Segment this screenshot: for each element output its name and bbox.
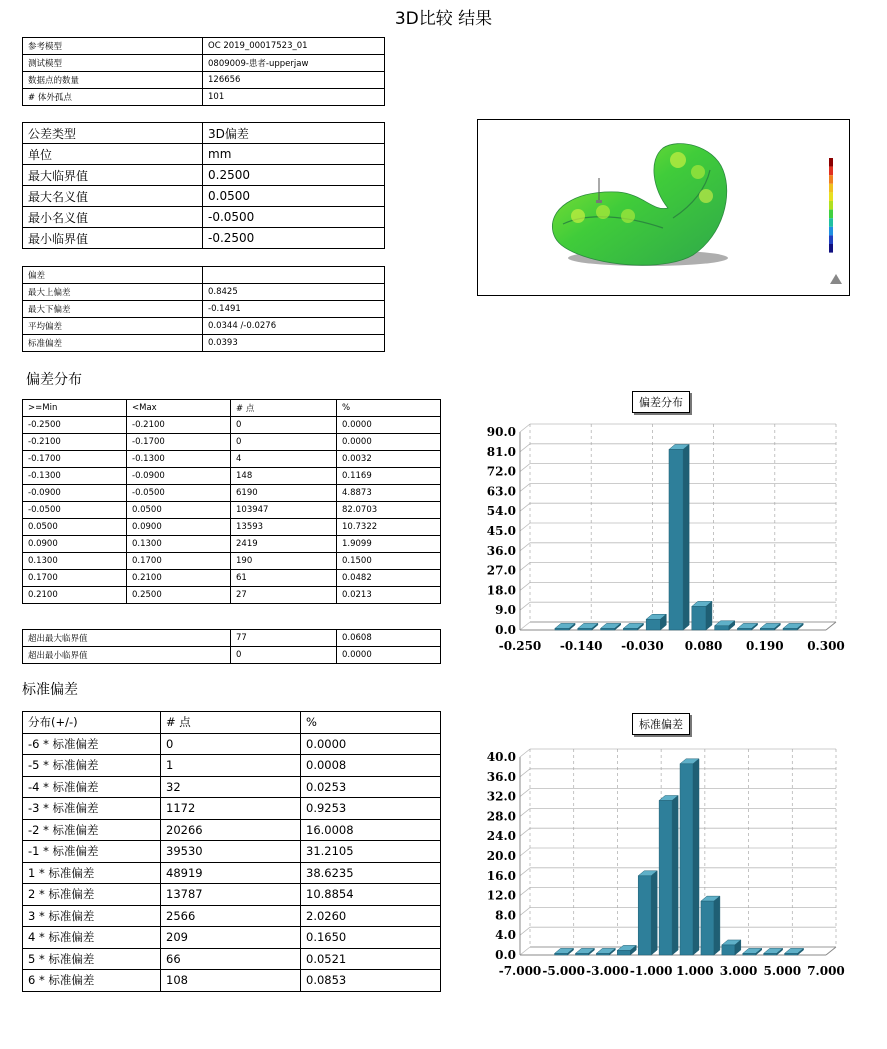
grid-line [520,563,530,571]
grid-line [520,888,530,896]
table-cell: -0.1700 [23,451,127,468]
table-cell: 0.2100 [23,587,127,604]
table-cell: 4 [231,451,337,468]
table-cell: 0.0900 [23,536,127,553]
table-cell: 0.0008 [301,755,441,777]
table-row [23,207,385,228]
table-cell: 0.0213 [337,587,441,604]
table-row [23,553,441,570]
table-row [23,905,441,927]
info-value: 101 [203,89,385,106]
grid-line [520,868,530,876]
deviation-label: 标准偏差 [23,335,203,352]
table-header-row [23,712,441,734]
bar [646,614,666,630]
table-row [23,55,385,72]
table-row [23,798,441,820]
legend-color-swatch [829,227,833,236]
exceed-count: 0 [231,647,337,664]
std-deviation-chart-svg [470,745,850,985]
table-cell: 0.0482 [337,570,441,587]
table-row [23,570,441,587]
legend-color-swatch [829,235,833,244]
grid-line [520,503,530,511]
table-cell: 5 * 标准偏差 [23,948,161,970]
grid-line [520,927,530,935]
table-row [23,335,385,352]
table-cell: -0.0900 [127,468,231,485]
tolerance-label: 最大临界值 [23,165,203,186]
table-row [23,301,385,318]
y-tick-label: 12.0 [486,888,516,903]
table-cell: 32 [161,776,301,798]
table-cell: 1172 [161,798,301,820]
table-row [23,519,441,536]
table-row [23,884,441,906]
tolerance-value: 0.2500 [203,165,385,186]
exceed-percent: 0.0608 [337,630,441,647]
table-cell: 10.8854 [301,884,441,906]
table-cell: 0.0253 [301,776,441,798]
table-cell: -0.0500 [127,485,231,502]
3d-model-viewer[interactable] [477,119,850,296]
x-tick-label: 0.190 [746,639,784,653]
y-tick-label: 8.0 [495,908,516,923]
table-cell: 4.8873 [337,485,441,502]
table-cell: 0.0521 [301,948,441,970]
table-cell: 0.1300 [23,553,127,570]
table-cell: -0.0500 [23,502,127,519]
table-cell: 0.2500 [127,587,231,604]
deviation-value: 0.0393 [203,335,385,352]
legend-color-swatch [829,158,833,167]
table-row [23,948,441,970]
bar [659,796,678,955]
x-tick-label: -0.030 [621,639,664,653]
table-cell: 0.1700 [23,570,127,587]
bar [785,948,804,955]
tolerance-label: 最小临界值 [23,228,203,249]
y-tick-label: 72.0 [486,464,516,479]
table-cell: 0.1169 [337,468,441,485]
table-cell: 0.0500 [127,502,231,519]
table-cell: -0.2100 [127,417,231,434]
y-tick-label: 45.0 [486,524,516,538]
tolerance-label: 最大名义值 [23,186,203,207]
floor-edge [826,947,836,955]
table-row [23,862,441,884]
tolerance-label: 公差类型 [23,123,203,144]
deviation-summary-table [22,266,385,352]
exceed-count: 77 [231,630,337,647]
grid-line [520,749,530,757]
grid-line [520,789,530,797]
table-cell: -2 * 标准偏差 [23,819,161,841]
column-header: # 点 [231,400,337,417]
table-row [23,318,385,335]
column-header: 分布(+/-) [23,712,161,734]
grid-line [520,424,530,432]
table-cell: 61 [231,570,337,587]
table-cell: 0.0000 [337,434,441,451]
table-cell: 0.1650 [301,927,441,949]
table-cell: 31.2105 [301,841,441,863]
table-row [23,38,385,55]
table-cell: -6 * 标准偏差 [23,733,161,755]
distribution-chart [470,420,850,660]
table-cell: -0.2500 [23,417,127,434]
bar [555,623,575,630]
table-cell: 209 [161,927,301,949]
table-cell: 38.6235 [301,862,441,884]
deviation-value: 0.0344 /-0.0276 [203,318,385,335]
tolerance-value: -0.2500 [203,228,385,249]
table-cell: 82.0703 [337,502,441,519]
table-row [23,841,441,863]
deviation-label: 平均偏差 [23,318,203,335]
table-cell: 0.0500 [23,519,127,536]
tolerance-table [22,122,385,249]
legend-color-swatch [829,201,833,210]
table-cell: 6 * 标准偏差 [23,970,161,992]
grid-line [520,582,530,590]
grid-line [520,828,530,836]
y-tick-label: 0.0 [495,948,516,962]
grid-line [520,808,530,816]
x-tick-label: 0.300 [807,639,845,653]
table-cell: 0.9253 [301,798,441,820]
table-cell: 0.0853 [301,970,441,992]
table-cell: -0.1300 [127,451,231,468]
table-cell: 2 * 标准偏差 [23,884,161,906]
table-cell: 4 * 标准偏差 [23,927,161,949]
table-cell: 16.0008 [301,819,441,841]
deviation-value: 0.8425 [203,284,385,301]
table-header-row [23,400,441,417]
table-cell: 2566 [161,905,301,927]
std-deviation-chart [470,745,850,985]
info-value: 0809009-患者-upperjaw [203,55,385,72]
bar [764,948,783,955]
table-row [23,89,385,106]
table-cell: -4 * 标准偏差 [23,776,161,798]
table-cell: 148 [231,468,337,485]
tolerance-label: 最小名义值 [23,207,203,228]
x-tick-label: -5.000 [542,964,585,978]
bar [596,948,615,955]
x-tick-label: 5.000 [763,964,802,978]
x-tick-label: 1.000 [676,964,714,978]
info-label: 参考模型 [23,38,203,55]
chart-title-distribution: 偏差分布 [632,391,690,413]
table-cell: 3 * 标准偏差 [23,905,161,927]
std-deviation-heading: 标准偏差 [22,682,78,698]
bar [701,896,720,955]
table-row [23,630,441,647]
y-tick-label: 28.0 [486,809,516,824]
column-header: # 点 [161,712,301,734]
model-info-table [22,37,385,106]
table-row [23,819,441,841]
column-header: <Max [127,400,231,417]
table-row [23,647,441,664]
chart-title-std-deviation: 标准偏差 [632,713,690,735]
grid-line [520,464,530,472]
table-cell: 0.0900 [127,519,231,536]
y-tick-label: 36.0 [486,543,516,558]
legend-color-swatch [829,184,833,193]
legend-color-swatch [829,244,833,253]
x-tick-label: 7.000 [807,964,845,978]
bar [578,623,598,630]
bar [760,623,780,630]
bar [743,948,762,955]
exceed-percent: 0.0000 [337,647,441,664]
table-row [23,485,441,502]
x-tick-label: -0.250 [498,639,542,653]
table-row [23,502,441,519]
table-cell: 0.1300 [127,536,231,553]
distribution-table [22,399,441,604]
axis-triad-icon [830,274,842,284]
bar [638,871,657,955]
table-cell: 6190 [231,485,337,502]
std-deviation-rows [23,733,441,991]
y-tick-label: 36.0 [486,769,516,784]
deviation-label: 最大下偏差 [23,301,203,318]
table-cell: 1 [161,755,301,777]
table-row [23,587,441,604]
grid-line [520,947,530,955]
table-cell: 2419 [231,536,337,553]
y-tick-label: 18.0 [486,583,516,598]
legend-color-swatch [829,218,833,227]
distribution-heading: 偏差分布 [26,372,82,388]
table-row [23,536,441,553]
tolerance-label: 单位 [23,144,203,165]
bar [623,623,643,630]
y-tick-label: 40.0 [486,750,516,764]
table-cell: -0.0900 [23,485,127,502]
deviation-label: 偏差 [23,267,203,284]
table-row [23,468,441,485]
exceed-label: 超出最小临界值 [23,647,231,664]
table-cell: 0.0032 [337,451,441,468]
grid-line [520,907,530,915]
bar [737,623,757,630]
floor-edge [826,622,836,630]
table-cell: 103947 [231,502,337,519]
table-row [23,123,385,144]
info-label: # 体外孤点 [23,89,203,106]
bar [783,623,803,630]
table-cell: 1 * 标准偏差 [23,862,161,884]
deviation-label: 最大上偏差 [23,284,203,301]
table-row [23,165,385,186]
table-cell: 0 [231,434,337,451]
tolerance-value: mm [203,144,385,165]
x-tick-label: -0.140 [559,639,603,653]
table-cell: -5 * 标准偏差 [23,755,161,777]
info-label: 数据点的数量 [23,72,203,89]
y-tick-label: 63.0 [486,484,516,499]
legend-color-swatch [829,167,833,176]
std-deviation-table [22,711,441,992]
x-tick-label: 0.080 [684,639,723,653]
tolerance-value: 3D偏差 [203,123,385,144]
table-cell: 27 [231,587,337,604]
y-tick-label: 24.0 [486,829,516,844]
y-tick-label: 32.0 [486,789,516,804]
grid-line [520,483,530,491]
x-tick-label: -1.000 [629,964,673,978]
table-row [23,144,385,165]
y-tick-label: 16.0 [486,868,516,883]
distribution-rows [23,417,441,604]
column-header: % [301,712,441,734]
table-cell: 2.0260 [301,905,441,927]
table-row [23,417,441,434]
x-tick-label: -7.000 [498,964,542,978]
table-row [23,186,385,207]
table-row [23,451,441,468]
bar [722,940,741,955]
x-tick-label: 3.000 [719,964,758,978]
deviation-value [203,267,385,284]
grid-line [520,602,530,610]
table-cell: 0 [231,417,337,434]
table-row [23,970,441,992]
grid-line [520,848,530,856]
table-cell: 0.1700 [127,553,231,570]
table-row [23,267,385,284]
table-row [23,284,385,301]
column-header: >=Min [23,400,127,417]
grid-line [520,523,530,531]
table-cell: -0.1700 [127,434,231,451]
table-cell: 0.1500 [337,553,441,570]
bar [692,601,712,630]
table-cell: -3 * 标准偏差 [23,798,161,820]
table-cell: 190 [231,553,337,570]
table-cell: -1 * 标准偏差 [23,841,161,863]
grid-line [520,444,530,452]
color-legend [829,158,833,253]
exceed-limits-table [22,629,441,664]
column-header: % [337,400,441,417]
dental-arch-render [478,120,848,294]
table-row [23,776,441,798]
distribution-chart-svg [470,420,850,660]
table-cell: 20266 [161,819,301,841]
bar [555,948,574,955]
grid-line [520,622,530,630]
table-cell: 10.7322 [337,519,441,536]
report-title: 3D比较 结果 [394,9,493,29]
table-row [23,72,385,89]
y-tick-label: 81.0 [486,444,516,459]
y-tick-label: 4.0 [495,928,516,943]
table-cell: 39530 [161,841,301,863]
info-value: 126656 [203,72,385,89]
y-tick-label: 27.0 [486,563,516,578]
exceed-label: 超出最大临界值 [23,630,231,647]
y-tick-label: 90.0 [486,425,516,439]
table-cell: 0 [161,733,301,755]
table-cell: 0.2100 [127,570,231,587]
deviation-value: -0.1491 [203,301,385,318]
legend-color-swatch [829,175,833,184]
table-cell: 13593 [231,519,337,536]
bar [669,444,689,630]
table-row [23,927,441,949]
bar [575,948,594,955]
y-tick-label: 54.0 [486,504,516,519]
table-row [23,434,441,451]
table-row [23,755,441,777]
info-value: OC 2019_00017523_01 [203,38,385,55]
legend-color-swatch [829,210,833,219]
x-tick-label: -3.000 [586,964,629,978]
table-row [23,228,385,249]
y-tick-label: 20.0 [486,849,516,863]
bar [601,623,621,630]
info-label: 测试模型 [23,55,203,72]
table-cell: -0.1300 [23,468,127,485]
tolerance-value: -0.0500 [203,207,385,228]
tolerance-value: 0.0500 [203,186,385,207]
table-row [23,733,441,755]
table-cell: 0.0000 [301,733,441,755]
legend-color-swatch [829,192,833,201]
table-cell: -0.2100 [23,434,127,451]
table-cell: 13787 [161,884,301,906]
table-cell: 1.9099 [337,536,441,553]
table-cell: 0.0000 [337,417,441,434]
table-cell: 108 [161,970,301,992]
grid-line [520,543,530,551]
table-cell: 48919 [161,862,301,884]
table-cell: 66 [161,948,301,970]
grid-line [520,769,530,777]
y-tick-label: 0.0 [495,623,516,637]
y-tick-label: 9.0 [495,603,516,618]
bar [680,759,699,955]
